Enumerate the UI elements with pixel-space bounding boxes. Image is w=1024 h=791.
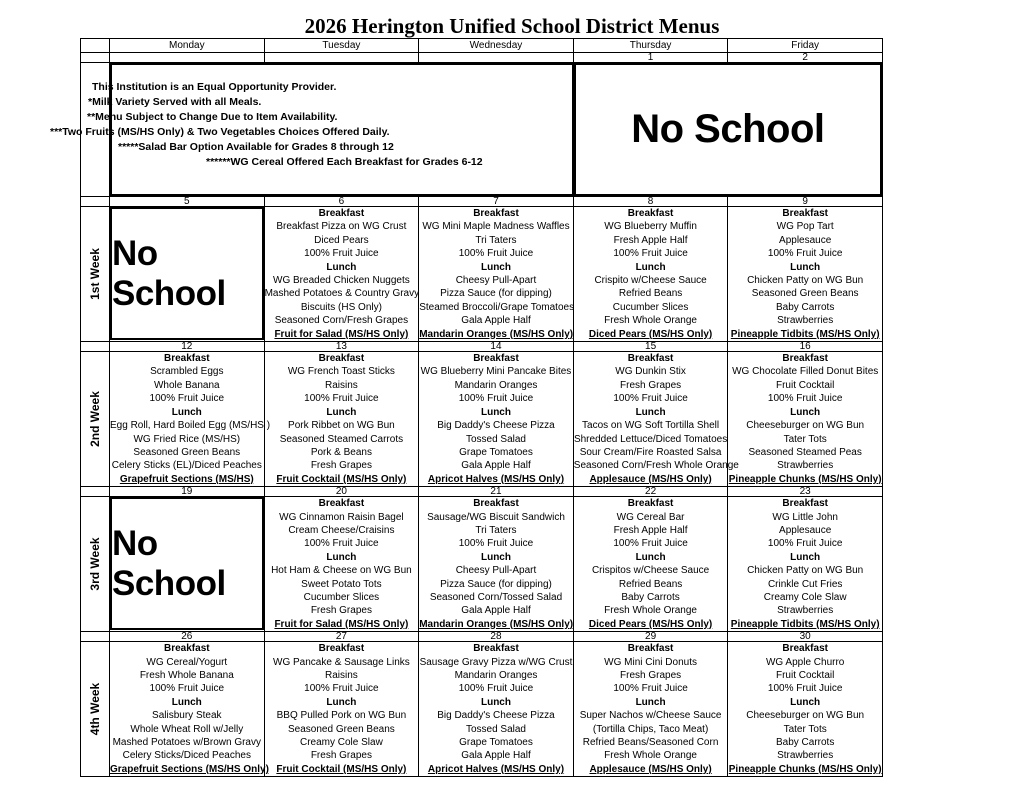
date-cell: 28 — [419, 632, 574, 642]
date-cell: 9 — [728, 197, 883, 207]
week-content-row — [81, 207, 883, 342]
lunch-item: Steamed Broccoli/Grape Tomatoes — [419, 301, 575, 313]
breakfast-item: Fresh Grapes — [620, 379, 682, 391]
extra-item: Grapefruit Sections (MS/HS) — [119, 473, 254, 485]
breakfast-item: 100% Fruit Juice — [613, 538, 688, 550]
breakfast-item: WG Chocolate Filled Donut Bites — [732, 366, 879, 378]
date-cell: 21 — [419, 487, 574, 497]
date-cell: 29 — [573, 632, 728, 642]
lunch-heading: Lunch — [480, 551, 511, 563]
breakfast-item: 100% Fruit Juice — [304, 248, 379, 260]
lunch-item: Strawberries — [777, 460, 834, 472]
lunch-heading: Lunch — [635, 551, 666, 563]
extra-item: Fruit Cocktail (MS/HS Only) — [276, 763, 407, 775]
lunch-item: Baby Carrots — [775, 737, 835, 749]
lunch-item: Sour Cream/Fire Roasted Salsa — [579, 446, 722, 458]
notice-cell — [50, 63, 574, 197]
breakfast-item: Tri Taters — [475, 234, 517, 246]
breakfast-item: WG Pop Tart — [776, 221, 834, 233]
lunch-item: Seasoned Green Beans — [751, 288, 859, 300]
breakfast-item: Sausage/WG Biscuit Sandwich — [427, 511, 565, 523]
date-cell: 19 — [110, 487, 265, 497]
week-date-row — [81, 632, 883, 642]
lunch-item: Refried Beans — [618, 288, 683, 300]
day-header-friday: Friday — [728, 39, 883, 53]
lunch-heading: Lunch — [171, 696, 202, 708]
lunch-item: Cheeseburger on WG Bun — [746, 420, 865, 432]
no-school-label: No School — [631, 107, 825, 151]
lunch-item: Tater Tots — [783, 723, 827, 735]
breakfast-item: Fruit Cocktail — [775, 670, 835, 681]
lunch-item: Biscuits (HS Only) — [300, 301, 382, 313]
menu-day-cell — [419, 207, 574, 342]
lunch-item: Mashed Potatoes & Country Gravy — [264, 288, 420, 300]
breakfast-heading: Breakfast — [627, 208, 674, 219]
extra-item: Apricot Halves (MS/HS Only) — [427, 473, 565, 485]
breakfast-item: 100% Fruit Juice — [767, 538, 843, 550]
lunch-heading: Lunch — [326, 696, 357, 708]
lunch-item: Fresh Whole Orange — [604, 315, 697, 327]
date-cell: 22 — [573, 487, 728, 497]
menu-day-cell — [419, 642, 574, 777]
breakfast-item: Diced Pears — [314, 234, 369, 246]
breakfast-item: WG Dunkin Stix — [615, 366, 686, 378]
lunch-item: Gala Apple Half — [461, 605, 531, 617]
lunch-item: Pizza Sauce (for dipping) — [440, 288, 552, 300]
date-cell: 7 — [419, 197, 574, 207]
no-school-label: No School — [112, 233, 226, 313]
week-date-row — [81, 342, 883, 352]
lunch-item: Fresh Grapes — [310, 460, 372, 472]
breakfast-item: Mandarin Oranges — [454, 670, 538, 681]
week-label-cell — [81, 642, 110, 777]
lunch-item: Baby Carrots — [775, 301, 835, 313]
date-cell — [81, 53, 110, 63]
breakfast-heading: Breakfast — [782, 498, 828, 510]
lunch-item: Tater Tots — [783, 433, 827, 445]
week-content-row — [81, 642, 883, 777]
breakfast-heading: Breakfast — [318, 643, 365, 655]
breakfast-heading: Breakfast — [782, 353, 828, 365]
date-cell: 27 — [264, 632, 419, 642]
notice-line: **Menu Subject to Change Due to Item Availability. — [87, 111, 338, 123]
date-cell: 8 — [573, 197, 728, 207]
breakfast-item: Mandarin Oranges — [454, 379, 538, 391]
lunch-heading: Lunch — [326, 261, 357, 273]
lunch-item: Fresh Grapes — [310, 605, 372, 617]
breakfast-item: WG Blueberry Mini Pancake Bites — [420, 366, 572, 378]
lunch-heading: Lunch — [326, 406, 357, 418]
breakfast-item: Sausage Gravy Pizza w/WG Crust — [419, 656, 573, 668]
lunch-item: Pork & Beans — [310, 446, 372, 458]
week-content-row — [81, 352, 883, 487]
breakfast-item: 100% Fruit Juice — [458, 393, 534, 405]
date-cell: 6 — [264, 197, 419, 207]
page-title: 2026 Herington Unified School District Menus — [304, 14, 720, 38]
date-cell: 2 — [728, 53, 883, 63]
breakfast-item: Scrambled Eggs — [150, 366, 224, 378]
breakfast-item: Fruit Cocktail — [775, 379, 835, 391]
corner-cell — [81, 39, 110, 53]
menu-day-cell — [264, 207, 419, 342]
extra-item: Fruit for Salad (MS/HS Only) — [274, 618, 409, 630]
date-cell: 20 — [264, 487, 419, 497]
lunch-heading: Lunch — [480, 261, 511, 273]
lunch-item: Cheeseburger on WG Bun — [746, 710, 865, 722]
lunch-item: Seasoned Steamed Peas — [748, 446, 862, 458]
breakfast-heading: Breakfast — [318, 208, 365, 219]
lunch-item: WG Breaded Chicken Nuggets — [273, 275, 410, 287]
week-date-row — [81, 487, 883, 497]
breakfast-item: 100% Fruit Juice — [613, 248, 688, 260]
week-label-cell — [81, 352, 110, 487]
lunch-item: Grape Tomatoes — [459, 446, 533, 458]
extra-item: Diced Pears (MS/HS Only) — [588, 618, 713, 630]
extra-item: Fruit for Salad (MS/HS Only) — [274, 328, 409, 340]
lunch-heading: Lunch — [790, 261, 821, 273]
lunch-item: WG Fried Rice (MS/HS) — [133, 433, 241, 445]
lunch-item: Seasoned Corn/Fresh Whole Orange — [573, 460, 739, 472]
lunch-item: Seasoned Green Beans — [288, 723, 395, 735]
lunch-item: Sweet Potato Tots — [301, 578, 382, 590]
lunch-item: Seasoned Corn/Fresh Grapes — [274, 315, 409, 327]
lunch-item: Celery Sticks/Diced Peaches — [122, 750, 251, 762]
lunch-heading: Lunch — [635, 696, 666, 708]
breakfast-item: 100% Fruit Juice — [458, 683, 534, 695]
date-cell — [419, 53, 574, 63]
lunch-item: Big Daddy's Cheese Pizza — [437, 710, 555, 722]
lunch-item: Hot Ham & Cheese on WG Bun — [271, 565, 412, 577]
lunch-item: Cheesy Pull-Apart — [455, 565, 537, 577]
lunch-item: Grape Tomatoes — [459, 737, 533, 749]
lunch-heading: Lunch — [171, 406, 202, 418]
week0-date-row — [81, 53, 883, 63]
week-label-cell — [81, 497, 110, 632]
lunch-item: Refried Beans/Seasoned Corn — [582, 737, 719, 749]
menu-day-cell — [573, 497, 728, 632]
lunch-item: Salisbury Steak — [152, 710, 222, 722]
breakfast-heading: Breakfast — [318, 353, 365, 365]
breakfast-heading: Breakfast — [473, 498, 519, 510]
lunch-item: (Tortilla Chips, Taco Meat) — [592, 723, 709, 735]
lunch-item: Pizza Sauce (for dipping) — [440, 578, 552, 590]
extra-item: Applesauce (MS/HS Only) — [589, 763, 712, 775]
breakfast-item: Applesauce — [779, 234, 832, 246]
lunch-item: Creamy Cole Slaw — [299, 737, 383, 749]
breakfast-heading: Breakfast — [782, 643, 828, 655]
breakfast-heading: Breakfast — [473, 208, 519, 219]
breakfast-heading: Breakfast — [164, 353, 210, 365]
extra-item: Mandarin Oranges (MS/HS Only) — [419, 618, 574, 630]
date-cell: 1 — [573, 53, 728, 63]
no-school-label: No School — [112, 523, 226, 603]
breakfast-item: 100% Fruit Juice — [613, 393, 688, 405]
breakfast-item: WG Cinnamon Raisin Bagel — [279, 511, 404, 523]
day-header-monday: Monday — [110, 39, 265, 53]
extra-item: Mandarin Oranges (MS/HS Only) — [419, 328, 574, 340]
lunch-item: Crinkle Cut Fries — [767, 578, 843, 590]
notice-line: ******WG Cereal Offered Each Breakfast for Grades 6-12 — [206, 156, 483, 168]
lunch-heading: Lunch — [480, 696, 511, 708]
breakfast-item: Whole Banana — [153, 379, 220, 391]
menu-calendar — [50, 38, 883, 777]
date-cell: 14 — [419, 342, 574, 352]
lunch-item: Whole Wheat Roll w/Jelly — [130, 723, 244, 735]
menu-day-cell — [110, 642, 269, 777]
breakfast-heading: Breakfast — [318, 498, 365, 510]
lunch-item: Pork Ribbet on WG Bun — [288, 420, 395, 432]
lunch-heading: Lunch — [635, 261, 666, 273]
day-header-thursday: Thursday — [573, 39, 728, 53]
menu-day-cell — [264, 352, 419, 487]
date-cell: 30 — [728, 632, 883, 642]
lunch-heading: Lunch — [326, 551, 357, 563]
breakfast-item: 100% Fruit Juice — [304, 538, 379, 550]
lunch-item: Creamy Cole Slaw — [763, 591, 847, 603]
date-cell — [81, 342, 110, 352]
week-content-row — [81, 497, 883, 632]
week-label-cell — [81, 207, 110, 342]
lunch-heading: Lunch — [790, 406, 821, 418]
breakfast-item: Tri Taters — [475, 524, 517, 536]
breakfast-item: WG French Toast Sticks — [287, 366, 395, 378]
breakfast-heading: Breakfast — [627, 353, 674, 365]
breakfast-item: Raisins — [324, 379, 358, 391]
lunch-item: Fresh Whole Orange — [604, 750, 697, 762]
breakfast-item: WG Blueberry Muffin — [604, 221, 697, 233]
breakfast-item: WG Apple Churro — [765, 656, 845, 668]
breakfast-item: 100% Fruit Juice — [149, 683, 225, 695]
lunch-item: Strawberries — [777, 315, 834, 327]
breakfast-item: 100% Fruit Juice — [767, 248, 843, 260]
lunch-item: Cucumber Slices — [612, 301, 689, 313]
week-label: 2nd Week — [88, 391, 102, 447]
menu-day-cell — [573, 207, 728, 342]
date-cell — [81, 487, 110, 497]
breakfast-item: 100% Fruit Juice — [767, 683, 843, 695]
no-school-cell — [110, 207, 265, 342]
lunch-item: Crispito w/Cheese Sauce — [594, 275, 707, 287]
date-cell: 23 — [728, 487, 883, 497]
lunch-item: Big Daddy's Cheese Pizza — [437, 420, 555, 432]
lunch-item: Tossed Salad — [465, 723, 526, 735]
breakfast-item: WG Mini Cini Donuts — [604, 656, 697, 668]
date-cell: 15 — [573, 342, 728, 352]
breakfast-item: Fresh Whole Banana — [139, 670, 234, 681]
menu-day-cell — [110, 352, 271, 487]
lunch-item: Seasoned Green Beans — [133, 446, 241, 458]
lunch-item: Strawberries — [777, 750, 834, 762]
lunch-item: Fresh Grapes — [310, 750, 372, 762]
breakfast-item: 100% Fruit Juice — [613, 683, 688, 695]
breakfast-heading: Breakfast — [782, 208, 828, 219]
lunch-item: Fresh Whole Orange — [604, 605, 697, 617]
lunch-item: Gala Apple Half — [461, 750, 531, 762]
lunch-item: Celery Sticks (EL)/Diced Peaches — [111, 460, 262, 472]
menu-day-cell — [264, 497, 419, 632]
extra-item: Pineapple Chunks (MS/HS Only) — [728, 763, 882, 775]
breakfast-item: WG Cereal Bar — [616, 511, 685, 523]
date-cell — [110, 53, 265, 63]
date-cell: 5 — [110, 197, 265, 207]
menu-day-cell — [573, 352, 739, 487]
notice-line: *****Salad Bar Option Available for Grades 8 through 12 — [118, 141, 394, 153]
lunch-item: Chicken Patty on WG Bun — [747, 275, 864, 287]
week-date-row — [81, 197, 883, 207]
notice-line: This Institution is an Equal Opportunity Provider. — [92, 81, 337, 93]
lunch-item: Refried Beans — [618, 578, 683, 590]
lunch-item: Seasoned Corn/Tossed Salad — [429, 591, 563, 603]
breakfast-heading: Breakfast — [164, 643, 210, 655]
extra-item: Fruit Cocktail (MS/HS Only) — [276, 473, 407, 485]
lunch-item: Shredded Lettuce/Diced Tomatoes — [573, 433, 728, 445]
breakfast-item: Fresh Apple Half — [613, 524, 688, 536]
lunch-item: Cucumber Slices — [303, 591, 380, 603]
lunch-item: Gala Apple Half — [461, 315, 531, 327]
extra-item: Applesauce (MS/HS Only) — [589, 473, 712, 485]
lunch-item: Crispitos w/Cheese Sauce — [591, 565, 710, 577]
lunch-item: Mashed Potatoes w/Brown Gravy — [112, 737, 261, 749]
breakfast-item: Fresh Apple Half — [613, 234, 688, 246]
week-label: 1st Week — [88, 248, 102, 300]
breakfast-item: 100% Fruit Juice — [304, 393, 379, 405]
lunch-item: Tacos on WG Soft Tortilla Shell — [582, 420, 720, 432]
date-cell — [81, 197, 110, 207]
breakfast-item: WG Mini Maple Madness Waffles — [422, 221, 570, 233]
breakfast-item: 100% Fruit Juice — [458, 248, 534, 260]
menu-day-cell — [728, 207, 883, 342]
breakfast-heading: Breakfast — [627, 498, 674, 510]
week0-content-row — [81, 63, 883, 197]
date-cell: 13 — [264, 342, 419, 352]
week-label: 4th Week — [88, 682, 102, 736]
week-label: 3rd Week — [88, 537, 102, 591]
breakfast-item: 100% Fruit Juice — [458, 538, 534, 550]
lunch-heading: Lunch — [790, 696, 821, 708]
breakfast-item: Cream Cheese/Craisins — [288, 524, 395, 536]
day-header-row — [81, 39, 883, 53]
breakfast-item: 100% Fruit Juice — [767, 393, 843, 405]
no-school-cell — [573, 63, 882, 197]
breakfast-heading: Breakfast — [627, 643, 674, 655]
lunch-item: Super Nachos w/Cheese Sauce — [579, 710, 722, 722]
breakfast-item: WG Pancake & Sausage Links — [273, 656, 410, 668]
breakfast-item: WG Cereal/Yogurt — [146, 656, 228, 668]
lunch-heading: Lunch — [790, 551, 821, 563]
lunch-item: Cheesy Pull-Apart — [455, 275, 537, 287]
lunch-item: Tossed Salad — [465, 433, 526, 445]
notice-line: ***Two Fruits (MS/HS Only) & Two Vegetables Choices Offered Daily. — [50, 126, 390, 138]
breakfast-item: 100% Fruit Juice — [149, 393, 225, 405]
breakfast-item: Raisins — [324, 670, 358, 681]
notice-box — [50, 63, 573, 196]
extra-item: Grapefruit Sections (MS/HS Only) — [110, 763, 269, 775]
notice-line: *Milk Variety Served with all Meals. — [88, 96, 262, 108]
lunch-heading: Lunch — [480, 406, 511, 418]
date-cell — [264, 53, 419, 63]
menu-day-cell — [728, 497, 883, 632]
date-cell: 16 — [728, 342, 883, 352]
extra-item: Apricot Halves (MS/HS Only) — [427, 763, 565, 775]
day-header-wednesday: Wednesday — [419, 39, 574, 53]
day-header-tuesday: Tuesday — [264, 39, 419, 53]
menu-day-cell — [419, 497, 574, 632]
lunch-item: Gala Apple Half — [461, 460, 531, 472]
breakfast-item: WG Little John — [772, 511, 838, 523]
lunch-item: Strawberries — [777, 605, 834, 617]
lunch-item: Chicken Patty on WG Bun — [747, 565, 864, 577]
menu-day-cell — [728, 642, 883, 777]
extra-item: Diced Pears (MS/HS Only) — [588, 328, 713, 340]
date-cell: 12 — [110, 342, 265, 352]
lunch-heading: Lunch — [635, 406, 666, 418]
lunch-item: Baby Carrots — [621, 591, 680, 603]
lunch-item: BBQ Pulled Pork on WG Bun — [276, 710, 407, 722]
lunch-item: Egg Roll, Hard Boiled Egg (MS/HS ) — [110, 420, 271, 432]
menu-day-cell — [419, 352, 574, 487]
breakfast-heading: Breakfast — [473, 353, 519, 365]
extra-item: Pineapple Chunks (MS/HS Only) — [728, 473, 882, 485]
date-cell: 26 — [110, 632, 265, 642]
menu-day-cell — [573, 642, 728, 777]
no-school-cell — [110, 497, 265, 632]
breakfast-item: Applesauce — [779, 524, 832, 536]
breakfast-item: 100% Fruit Juice — [304, 683, 379, 695]
extra-item: Pineapple Tidbits (MS/HS Only) — [730, 618, 880, 630]
menu-day-cell — [728, 352, 883, 487]
date-cell — [81, 632, 110, 642]
extra-item: Pineapple Tidbits (MS/HS Only) — [730, 328, 880, 340]
menu-day-cell — [264, 642, 419, 777]
breakfast-item: Breakfast Pizza on WG Crust — [276, 221, 407, 233]
lunch-item: Seasoned Steamed Carrots — [279, 433, 404, 445]
breakfast-heading: Breakfast — [473, 643, 519, 655]
breakfast-item: Fresh Grapes — [620, 670, 682, 681]
